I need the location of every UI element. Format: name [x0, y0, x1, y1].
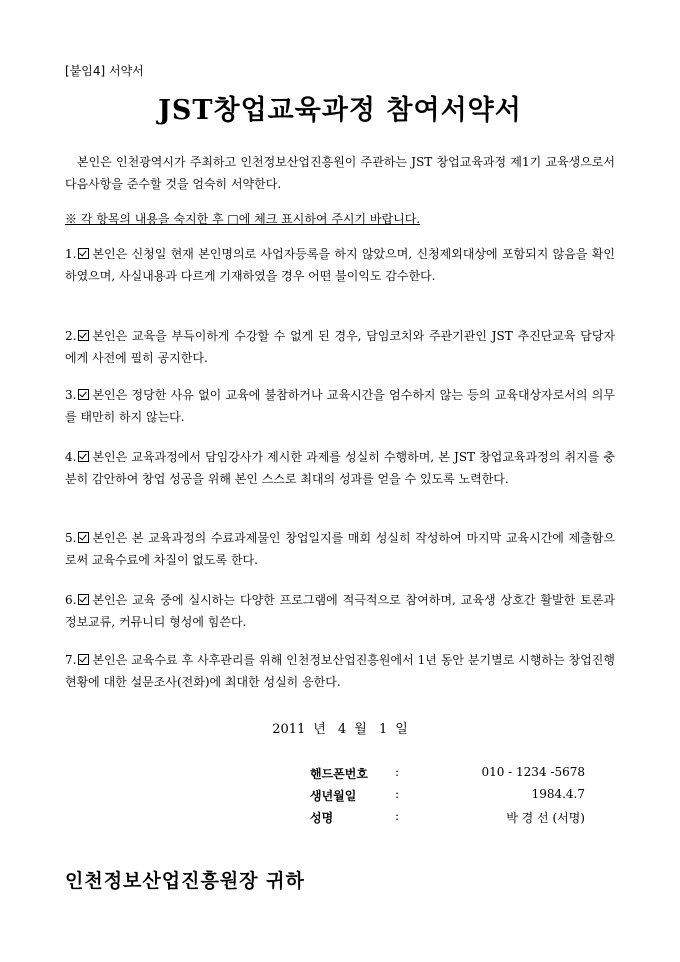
pledge-item-4 [65, 446, 615, 490]
item-number: 6. [65, 593, 77, 607]
colon: : [395, 787, 400, 801]
addressee: 인천정보산업진흥원장 귀하 [65, 870, 305, 892]
birthdate-row [300, 787, 600, 807]
birthdate-value: 1984.4.7 [531, 787, 585, 801]
checked-box-icon[interactable] [78, 389, 89, 400]
item-text: 본인은 본 교육과정의 수료과제물인 창업일지를 매회 성실히 작성하여 마지막 교육시간에 제출함으로써 교육수료에 차질이 없도록 한다. [65, 531, 615, 567]
date-year: 2011 [272, 722, 306, 737]
checked-box-icon[interactable] [78, 451, 89, 462]
name-row [300, 809, 600, 829]
checked-box-icon[interactable] [78, 532, 89, 543]
item-number: 1. [65, 247, 77, 261]
item-number: 2. [65, 329, 77, 343]
colon: : [395, 809, 400, 823]
date-day-unit: 일 [395, 722, 408, 737]
pledge-item-5 [65, 527, 615, 571]
item-number: 5. [65, 531, 77, 545]
item-text: 본인은 교육을 부득이하게 수강할 수 없게 된 경우, 담임코치와 주관기관인 JST 추진단교육 담당자에게 사전에 필히 공지한다. [65, 329, 615, 365]
phone-value: 010 - 1234 -5678 [481, 765, 585, 779]
pledge-item-3 [65, 384, 615, 428]
checked-box-icon[interactable] [78, 594, 89, 605]
item-text: 본인은 신청일 현재 본인명의로 사업자등록을 하지 않았으며, 신청제외대상에 포함되지 않음을 확인하였으며, 사실내용과 다르게 기재하였을 경우 어떤 불이익도 감수한다. [65, 247, 615, 283]
document-title: JST창업교육과정 참여서약서 [158, 95, 522, 126]
checked-box-icon[interactable] [78, 248, 89, 259]
checked-box-icon[interactable] [78, 330, 89, 341]
item-number: 4. [65, 450, 77, 464]
date-month: 4 [337, 722, 347, 737]
pledge-item-6 [65, 589, 615, 633]
phone-row [300, 765, 600, 785]
date-day: 1 [378, 722, 388, 737]
item-text: 본인은 교육수료 후 사후관리를 위해 인천정보산업진흥원에서 1년 동안 분기별로 시행하는 창업진행현황에 대한 설문조사(전화)에 최대한 성실히 응한다. [65, 653, 615, 689]
name-label: 성명 [310, 811, 334, 825]
item-text: 본인은 교육 중에 실시하는 다양한 프로그램에 적극적으로 참여하며, 교육생 상호간 활발한 토론과 정보교류, 커뮤니티 형성에 힘쓴다. [65, 593, 615, 629]
name-signature-value: 박 경 선 (서명) [506, 811, 585, 825]
item-number: 7. [65, 653, 77, 667]
birthdate-label: 생년월일 [310, 789, 357, 803]
pledge-item-1 [65, 243, 615, 287]
checked-box-icon[interactable] [78, 654, 89, 665]
attachment-label: [붙임4] 서약서 [65, 64, 144, 78]
signing-date [0, 718, 680, 737]
pledge-item-7 [65, 649, 615, 693]
item-text: 본인은 교육과정에서 담임강사가 제시한 과제를 성실히 수행하며, 본 JST 창업교육과정의 취지를 충분히 감안하여 창업 성공을 위해 본인 스스로 최대의 성과를 얻을 수 있도록 노력한다. [65, 450, 615, 486]
intro-paragraph: 본인은 인천광역시가 주최하고 인천정보산업진흥원이 주관하는 JST 창업교육과정 제1기 교육생으로서 다음사항을 준수할 것을 엄숙히 서약한다. [65, 155, 615, 191]
date-year-unit: 년 [313, 722, 326, 737]
phone-label: 핸드폰번호 [310, 767, 368, 781]
colon: : [395, 765, 400, 779]
instruction-notice: ※ 각 항목의 내용을 숙지한 후 □에 체크 표시하여 주시기 바랍니다. [65, 212, 421, 226]
date-month-unit: 월 [354, 722, 367, 737]
pledge-item-2 [65, 325, 615, 369]
item-text: 본인은 정당한 사유 없이 교육에 불참하거나 교육시간을 엄수하지 않는 등의 교육대상자로서의 의무를 태만히 하지 않는다. [65, 388, 615, 424]
item-number: 3. [65, 388, 77, 402]
